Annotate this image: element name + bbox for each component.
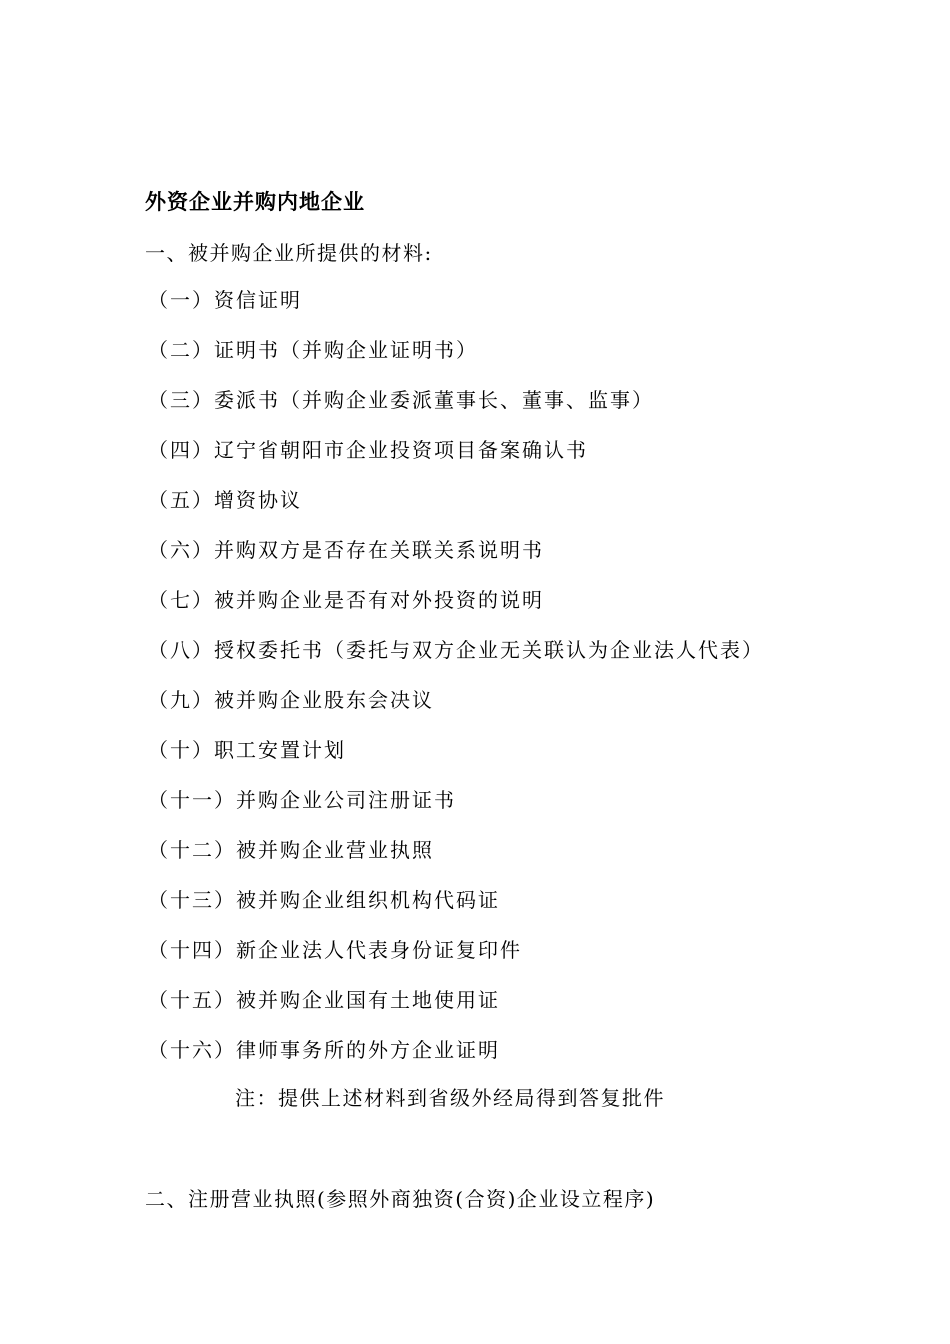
list-item: （十六）律师事务所的外方企业证明 <box>148 1038 500 1062</box>
list-item: （十五）被并购企业国有土地使用证 <box>148 988 500 1012</box>
list-item: （一）资信证明 <box>148 288 302 312</box>
document-title: 外资企业并购内地企业 <box>145 189 365 214</box>
list-item: （五）增资协议 <box>148 488 302 512</box>
list-item: （八）授权委托书（委托与双方企业无关联认为企业法人代表） <box>148 638 764 662</box>
list-item: （十二）被并购企业营业执照 <box>148 838 434 862</box>
list-item: （十一）并购企业公司注册证书 <box>148 788 456 812</box>
list-item: （九）被并购企业股东会决议 <box>148 688 434 712</box>
list-item: （二）证明书（并购企业证明书） <box>148 338 478 362</box>
section-heading-materials: 一、被并购企业所提供的材料: <box>145 241 433 265</box>
list-item: （四）辽宁省朝阳市企业投资项目备案确认书 <box>148 438 588 462</box>
section-heading-registration: 二、注册营业执照(参照外商独资(合资)企业设立程序) <box>145 1187 656 1211</box>
list-item: （十）职工安置计划 <box>148 738 346 762</box>
list-item: （六）并购双方是否存在关联关系说明书 <box>148 538 544 562</box>
list-item: （十四）新企业法人代表身份证复印件 <box>148 938 522 962</box>
list-item: （三）委派书（并购企业委派董事长、董事、监事） <box>148 388 654 412</box>
list-item: （十三）被并购企业组织机构代码证 <box>148 888 500 912</box>
list-item: （七）被并购企业是否有对外投资的说明 <box>148 588 544 612</box>
materials-list <box>148 285 764 1085</box>
materials-note: 注：提供上述材料到省级外经局得到答复批件 <box>235 1086 665 1110</box>
